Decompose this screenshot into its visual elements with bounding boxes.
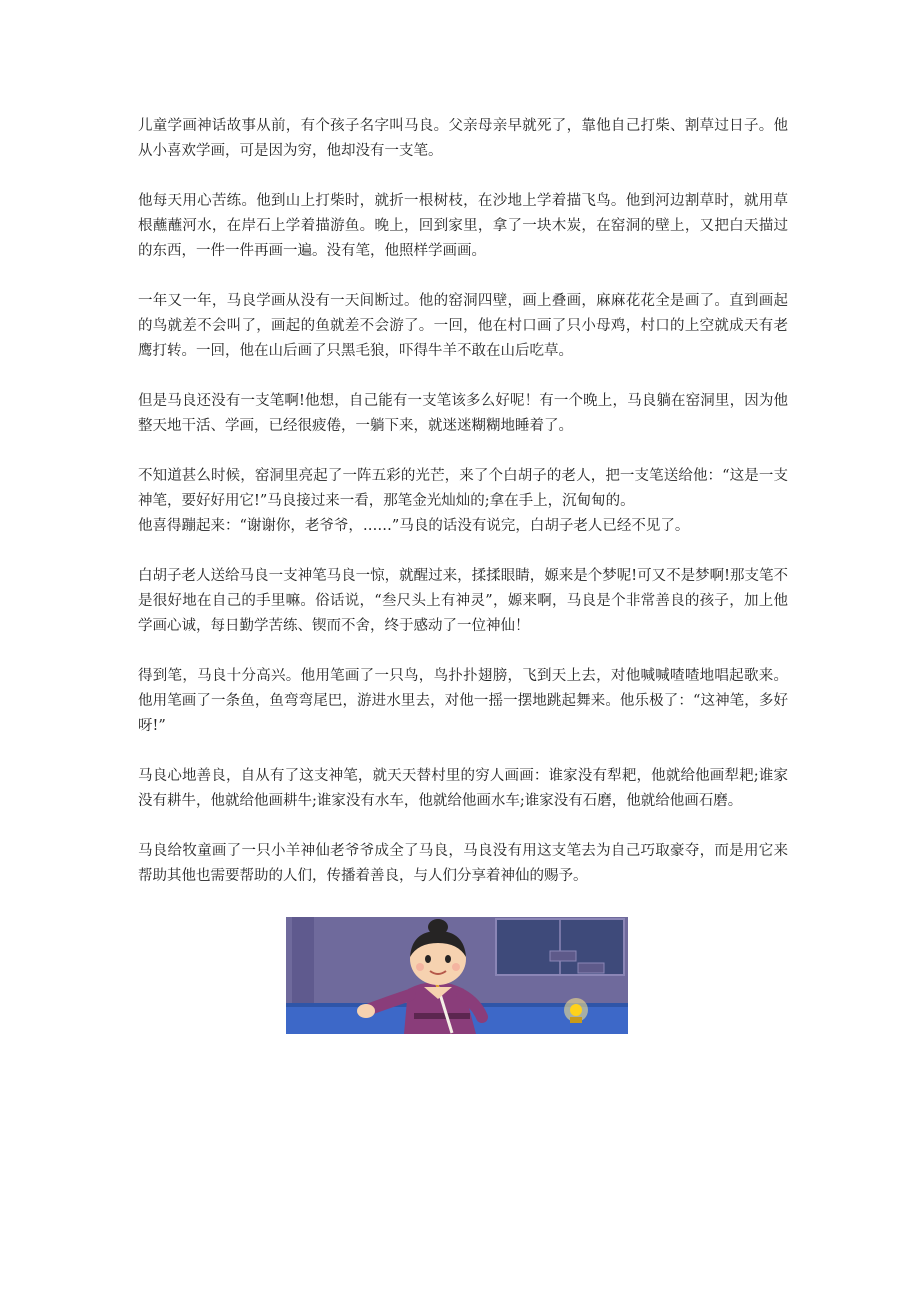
brick (550, 951, 576, 961)
paragraph-10: 马良给牧童画了一只小羊神仙老爷爷成全了马良，马良没有用这支笔去为自己巧取豪夺，而是用它来帮助其他也需要帮助的人们，传播着善良，与人们分享着神仙的赐予。 (138, 843, 788, 884)
character-left-hand (357, 1004, 375, 1018)
character-cheek (452, 963, 460, 971)
paragraph-5: 不知道甚么时候，窑洞里亮起了一阵五彩的光芒，来了个白胡子的老人，把一支笔送给他：“这是一支神笔，要好好用它!”马良接过来一看，那笔金光灿灿的;拿在手上，沉甸甸的。 (138, 468, 788, 509)
paragraph-6: 他喜得蹦起来：“谢谢你，老爷爷，……”马良的话没有说完，白胡子老人已经不见了。 (138, 518, 690, 534)
character-cheek (416, 963, 424, 971)
character-right-eye (445, 955, 451, 963)
character-left-eye (425, 955, 431, 963)
paragraph-3: 一年又一年，马良学画从没有一天间断过。他的窑洞四壁，画上叠画，麻麻花花全是画了。直到画起的鸟就差不会叫了，画起的鱼就差不会游了。一回，他在村口画了只小母鸡，村口的上空就成天有老鹰打转。一回，他在山后画了只黑毛狼，吓得牛羊不敢在山后吃草。 (138, 293, 788, 359)
paragraph-9: 马良心地善良，自从有了这支神笔，就天天替村里的穷人画画：谁家没有犁耙，他就给他画犁耙;谁家没有耕牛，他就给他画耕牛;谁家没有水车，他就给他画水车;谁家没有石磨，他就给他画石磨。 (138, 768, 788, 809)
paragraph-2: 他每天用心苦练。他到山上打柴时，就折一根树枝，在沙地上学着描飞鸟。他到河边割草时，就用草根蘸蘸河水，在岸石上学着描游鱼。晚上，回到家里，拿了一块木炭，在窑洞的壁上，又把白天描过的东西，一件一件再画一遍。没有笔，他照样学画画。 (138, 193, 788, 259)
paragraph-8: 得到笔，马良十分高兴。他用笔画了一只鸟，鸟扑扑翅膀，飞到天上去，对他喊喊喳喳地唱起歌来。他用笔画了一条鱼，鱼弯弯尾巴，游进水里去，对他一摇一摆地跳起舞来。他乐极了：“这神笔，多好呀!” (138, 668, 788, 734)
paragraph-7: 白胡子老人送给马良一支神笔马良一惊，就醒过来，揉揉眼睛，嫄来是个梦呢!可又不是梦啊!那支笔不是很好地在自己的手里嘛。俗话说，“叁尺头上有神灵”，嫄来啊，马良是个非常善良的孩子，加上他学画心诚，每日勤学苦练、锲而不舍，终于感动了一位神仙！ (138, 568, 788, 634)
lamp-flame (570, 1004, 582, 1016)
brick (578, 963, 604, 973)
ma-liang-painting-illustration (286, 917, 628, 1034)
lamp-base (570, 1017, 582, 1023)
character-hair-bun (428, 919, 448, 935)
paragraph-1: 儿童学画神话故事从前，有个孩子名字叫马良。父亲母亲早就死了，靠他自己打柴、割草过日子。他从小喜欢学画，可是因为穷，他却没有一支笔。 (138, 118, 788, 159)
illustration-container (138, 917, 788, 1034)
paragraph-4: 但是马良还没有一支笔啊!他想，自己能有一支笔该多么好呢！有一个晚上，马良躺在窑洞里，因为他整天地干活、学画，已经很疲倦，一躺下来，就迷迷糊糊地睡着了。 (138, 393, 788, 434)
character-belt (414, 1013, 470, 1019)
